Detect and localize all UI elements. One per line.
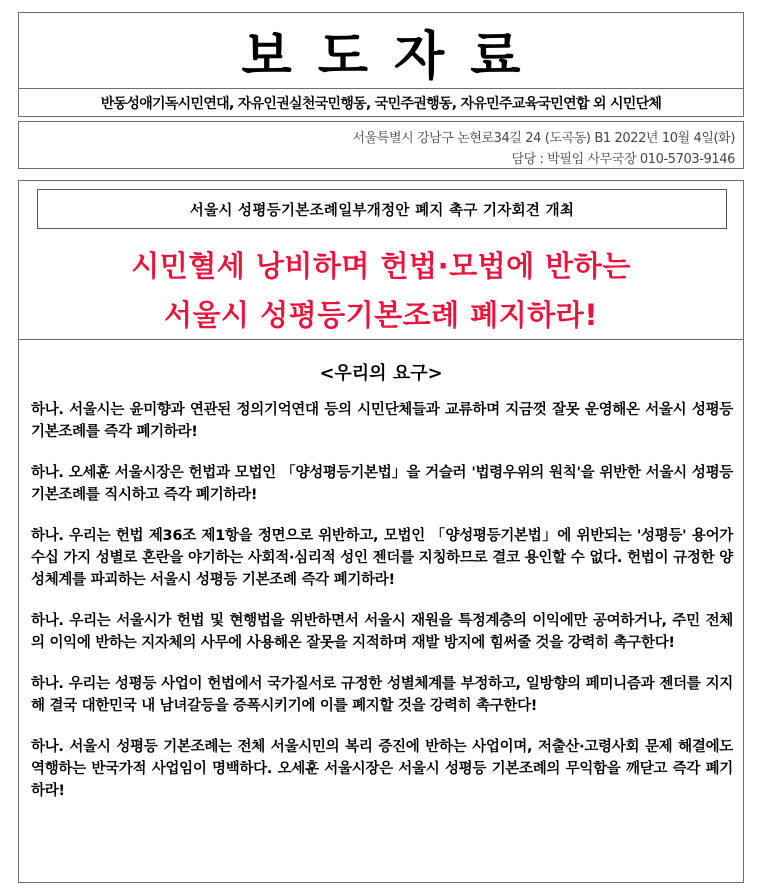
press-subtitle: 서울시 성평등기본조례일부개정안 폐지 촉구 기자회견 개최 (37, 189, 727, 229)
headline-line-1: 시민혈세 낭비하며 헌법·모법에 반하는 (131, 249, 631, 283)
header-box (18, 12, 744, 117)
demand-item: 하나. 서울시는 윤미향과 연관된 정의기억연대 등의 시민단체들과 교류하며 지금껏 잘못 운영해온 서울시 성평등 기본조례를 즉각 폐기하라! (31, 402, 733, 440)
demand-item: 하나. 우리는 성평등 사업이 헌법에서 국가질서로 규정한 성별체계를 부정하고, 일방향의 페미니즘과 젠더를 지지해 결국 대한민국 내 남녀갈등을 증폭시키기에 이를 폐지할 것을 강력히 촉구한다! (31, 676, 733, 714)
headline-line-2: 서울시 성평등기본조례 폐지하라! (163, 298, 599, 332)
demands-title: <우리의 요구> (319, 363, 443, 384)
organizations-line: 반동성애기독시민연대, 자유인권실천국민행동, 국민주권행동, 자유민주교육국민연합 외 시민단체 (100, 96, 662, 112)
demand-item: 하나. 우리는 헌법 제36조 제1항을 정면으로 위반하고, 모법인 「양성평등기본법」에 위반되는 '성평등' 용어가 수십 가지 성별로 혼란을 야기하는 사회적·심리적 성인 젠더를 지칭하므로 결코 용인할 수 없다. 헌법이 규정한 양성체계를 파괴하는 서울시 성평등 기본조례 즉각 폐기하라! (31, 528, 733, 588)
demand-item: 하나. 오세훈 서울시장은 헌법과 모법인 「양성평등기본법」을 거슬러 '법령우위의 원칙'을 위반한 서울시 성평등 기본조례를 직시하고 즉각 폐기하라! (31, 465, 733, 503)
contact-line: 담당 : 박필임 사무국장 010-5703-9146 (511, 152, 735, 167)
main-divider (19, 339, 743, 340)
address-date: 서울특별시 강남구 논현로34길 24 (도곡동) B1 2022년 10월 4일(화) (352, 131, 735, 146)
demands-list (31, 399, 733, 821)
document-title: 보도자료 (241, 26, 547, 87)
info-box (18, 121, 744, 169)
demand-item: 하나. 서울시 성평등 기본조례는 전체 서울시민의 복리 증진에 반하는 사업이며, 저출산·고령사회 문제 해결에도 역행하는 반국가적 사업임이 명백하다. 오세훈 서울시장은 서울시 성평등 기본조례의 무익함을 깨닫고 즉각 폐기하라! (31, 739, 733, 799)
main-content-box (18, 180, 744, 883)
demand-item: 하나. 우리는 서울시가 헌법 및 현행법을 위반하면서 서울시 재원을 특정계층의 이익에만 공여하거나, 주민 전체의 이익에 반하는 지자체의 사무에 사용해온 잘못을 지적하며 재발 방지에 힘써줄 것을 강력히 촉구한다! (31, 613, 733, 651)
